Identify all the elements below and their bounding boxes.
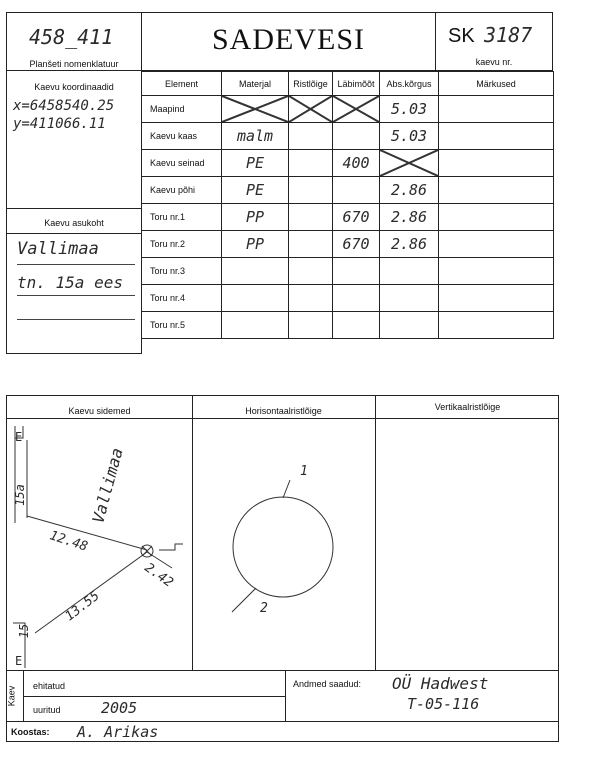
table-row xyxy=(142,312,554,339)
cell-cross-section xyxy=(289,123,333,150)
coordinates-box xyxy=(6,70,142,209)
cell-abs-height xyxy=(380,312,439,339)
well-cross-section xyxy=(233,497,333,597)
cell-value: PE xyxy=(245,181,265,199)
cell-diameter xyxy=(333,204,380,231)
cell-cross-section xyxy=(289,177,333,204)
cell-element: Kaevu kaas xyxy=(142,123,222,150)
cell-value: 2.86 xyxy=(390,235,428,253)
cell-abs-height xyxy=(380,177,439,204)
col-header-diameter: Läbimõõt xyxy=(333,72,380,96)
coordinate-x: x=6458540.25 xyxy=(13,98,115,114)
cell-value: 2.86 xyxy=(390,181,428,199)
compiled-value: A. Arikas xyxy=(77,723,159,741)
pipe-stub xyxy=(159,544,183,550)
table-row xyxy=(142,96,554,123)
cell-cross-section xyxy=(289,150,333,177)
cell-material xyxy=(222,150,289,177)
data-from-label: Andmed saadud: xyxy=(293,679,362,689)
compiled-label: Koostas: xyxy=(11,727,50,737)
sketch-bldg-15a: 15a xyxy=(12,484,27,506)
cell-element: Toru nr.4 xyxy=(142,285,222,312)
lower-section xyxy=(6,395,559,671)
page-title: SADEVESI xyxy=(211,23,365,56)
divider-2 xyxy=(375,396,376,670)
cell-cross-section xyxy=(289,312,333,339)
cell-element: Toru nr.5 xyxy=(142,312,222,339)
well-number: 3187 xyxy=(484,23,533,47)
horizontal-section-drawing xyxy=(192,418,375,672)
cell-material xyxy=(222,204,289,231)
cell-cross-section xyxy=(289,96,333,123)
cell-notes xyxy=(439,150,554,177)
well-side-label: Kaev xyxy=(6,685,17,707)
col-header-abs-height: Abs.kõrgus xyxy=(380,72,439,96)
cell-material xyxy=(222,258,289,285)
location-underline-3 xyxy=(17,319,135,320)
cell-value: PE xyxy=(245,154,265,172)
data-from-line-1: OÜ Hadwest xyxy=(392,674,489,693)
table-row xyxy=(142,123,554,150)
cell-diameter xyxy=(333,150,380,177)
cell-element: Toru nr.2 xyxy=(142,231,222,258)
cell-element: Maapind xyxy=(142,96,222,123)
sketch-distance-3: 2.42 xyxy=(141,560,176,591)
cell-material xyxy=(222,312,289,339)
coordinate-y: y=411066.11 xyxy=(13,116,106,132)
cell-material xyxy=(222,177,289,204)
cell-material xyxy=(222,285,289,312)
crossed-out-mark xyxy=(380,150,438,176)
table-row xyxy=(142,258,554,285)
table-row xyxy=(142,150,554,177)
location-label: Kaevu asukoht xyxy=(44,218,104,228)
cell-abs-height xyxy=(380,231,439,258)
cell-element: Kaevu põhi xyxy=(142,177,222,204)
table-row xyxy=(142,204,554,231)
cell-cross-section xyxy=(289,258,333,285)
cell-abs-height xyxy=(380,150,439,177)
vertical-section-label: Vertikaalristlõige xyxy=(434,402,501,412)
table-row xyxy=(142,231,554,258)
cell-value: 670 xyxy=(342,235,370,253)
sketch-corner-2: E xyxy=(15,654,23,668)
cell-diameter xyxy=(333,231,380,258)
surveyed-label: uuritud xyxy=(33,705,61,715)
cell-value: 670 xyxy=(342,208,370,226)
coordinates-label: Kaevu koordinaadid xyxy=(34,82,114,92)
location-underline-2 xyxy=(17,295,135,296)
footer-row-divider xyxy=(23,696,285,697)
col-header-notes: Märkused xyxy=(439,72,554,96)
cell-value: PP xyxy=(245,208,265,226)
sketch-street: Vallimaa xyxy=(88,445,127,526)
location-underline-1 xyxy=(17,264,135,265)
cell-abs-height xyxy=(380,123,439,150)
cell-material xyxy=(222,96,289,123)
cell-diameter xyxy=(333,96,380,123)
well-number-box xyxy=(435,12,553,71)
surveyed-value: 2005 xyxy=(101,699,138,717)
built-label: ehitatud xyxy=(33,681,66,691)
connections-sketch xyxy=(7,418,192,672)
cell-notes xyxy=(439,312,554,339)
location-divider xyxy=(7,233,141,234)
nomenclature-label: Planšeti nomenklatuur xyxy=(29,59,119,69)
cell-diameter xyxy=(333,312,380,339)
col-header-cross-section: Ristlõige xyxy=(289,72,333,96)
cell-element: Toru nr.3 xyxy=(142,258,222,285)
nomenclature-box xyxy=(6,12,142,71)
table-row xyxy=(142,177,554,204)
col-header-material: Materjal xyxy=(222,72,289,96)
cell-notes xyxy=(439,96,554,123)
cell-diameter xyxy=(333,177,380,204)
sketch-corner-1: E xyxy=(15,430,23,444)
cell-value: 400 xyxy=(342,154,370,172)
cell-value: 5.03 xyxy=(390,100,428,118)
sketch-distance-1: 12.48 xyxy=(47,528,90,555)
cell-notes xyxy=(439,258,554,285)
cell-element: Kaevu seinad xyxy=(142,150,222,177)
cell-cross-section xyxy=(289,204,333,231)
horizontal-section-label: Horisontaalristlõige xyxy=(245,406,322,416)
cell-value: PP xyxy=(245,235,265,253)
pipe-2-label: 2 xyxy=(260,601,268,616)
cell-abs-height xyxy=(380,285,439,312)
sketch-bldg-15: 15 xyxy=(17,623,32,639)
cell-notes xyxy=(439,204,554,231)
col-header-element: Element xyxy=(142,72,222,96)
pipe-2-line xyxy=(232,588,256,612)
pipe-1-label: 1 xyxy=(300,464,308,479)
footer-bottom-divider xyxy=(7,721,558,722)
cell-abs-height xyxy=(380,204,439,231)
sketch-distance-2: 13.55 xyxy=(62,588,103,625)
location-line-1: Vallimaa xyxy=(17,239,99,259)
connections-label: Kaevu sidemed xyxy=(68,406,131,416)
nomenclature-value: 458_411 xyxy=(29,25,114,49)
pipe-1-line xyxy=(283,480,290,498)
cell-element: Toru nr.1 xyxy=(142,204,222,231)
cell-material xyxy=(222,231,289,258)
crossed-out-mark xyxy=(289,96,332,122)
cell-value: 2.86 xyxy=(390,208,428,226)
cell-cross-section xyxy=(289,285,333,312)
table-row xyxy=(142,285,554,312)
cell-abs-height xyxy=(380,96,439,123)
cell-notes xyxy=(439,231,554,258)
well-prefix: SK xyxy=(448,25,475,47)
cell-notes xyxy=(439,285,554,312)
crossed-out-mark xyxy=(222,96,288,122)
cell-diameter xyxy=(333,123,380,150)
cell-cross-section xyxy=(289,231,333,258)
title-box xyxy=(141,12,436,71)
footer-box xyxy=(6,670,559,742)
data-from-line-2: T-05-116 xyxy=(407,695,480,713)
table-header-row xyxy=(142,72,554,96)
cell-notes xyxy=(439,123,554,150)
location-box xyxy=(6,208,142,354)
footer-mid-divider xyxy=(285,671,286,721)
well-number-label: kaevu nr. xyxy=(475,57,513,67)
well-elements-table xyxy=(141,71,554,339)
cell-diameter xyxy=(333,285,380,312)
cell-value: 5.03 xyxy=(390,127,428,145)
cell-abs-height xyxy=(380,258,439,285)
location-line-2: tn. 15a ees xyxy=(17,273,123,292)
cell-diameter xyxy=(333,258,380,285)
cell-value: malm xyxy=(236,127,274,145)
cell-material xyxy=(222,123,289,150)
cell-notes xyxy=(439,177,554,204)
crossed-out-mark xyxy=(333,96,379,122)
